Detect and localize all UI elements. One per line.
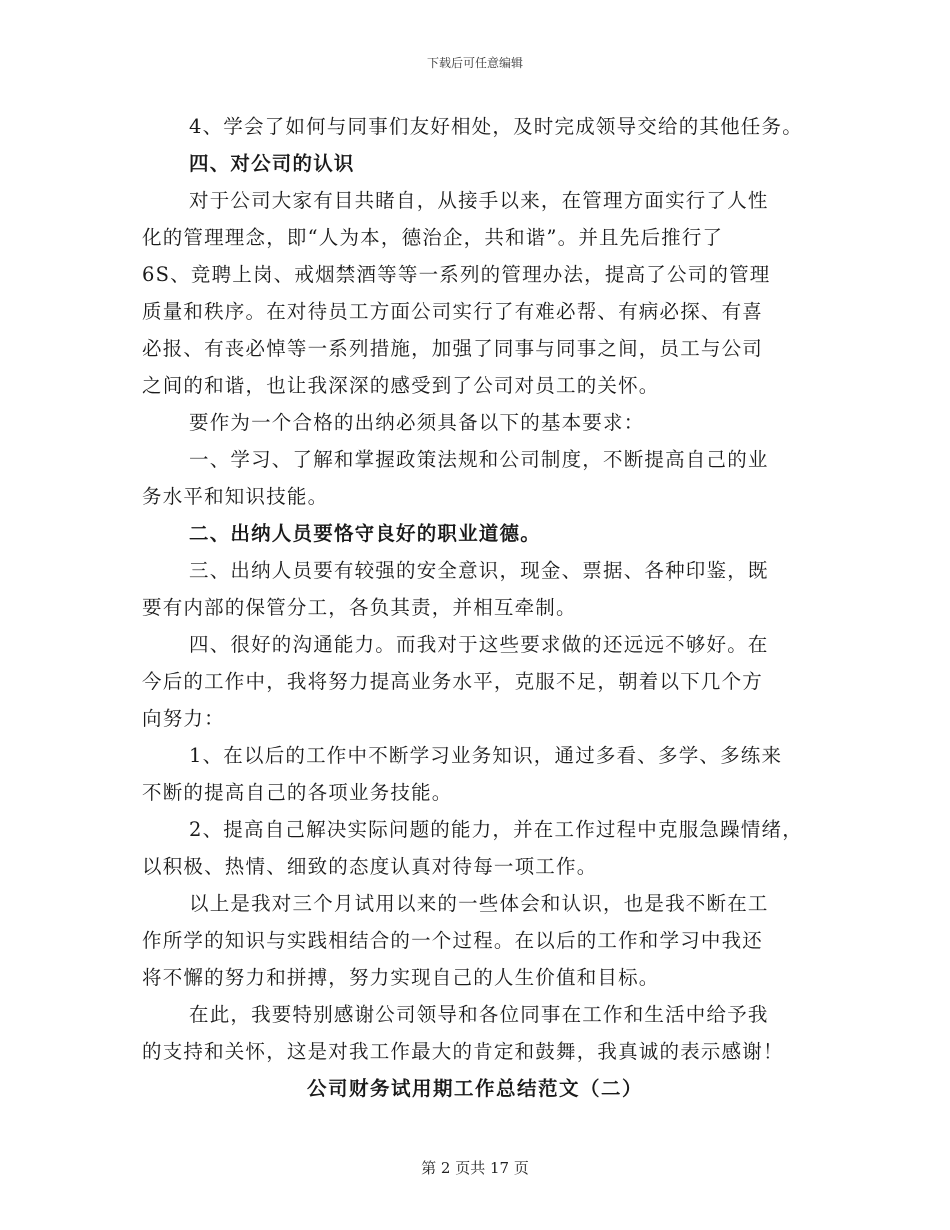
paragraph-line: 一、学习、了解和掌握政策法规和公司制度，不断提高自己的业 bbox=[189, 448, 769, 471]
paragraph-line: 必报、有丧必悼等一系列措施，加强了同事与同事之间，员工与公司 bbox=[142, 337, 764, 360]
paragraph-line: 4、学会了如何与同事们友好相处，及时完成领导交给的其他任务。 bbox=[189, 115, 803, 138]
paragraph-line: 质量和秩序。在对待员工方面公司实行了有难必帮、有病必探、有喜 bbox=[142, 300, 764, 323]
paragraph-line: 以积极、热情、细致的态度认真对待每一项工作。 bbox=[142, 855, 598, 878]
paragraph-line: 今后的工作中，我将努力提高业务水平，克服不足，朝着以下几个方 bbox=[142, 670, 764, 693]
paragraph-line: 作所学的知识与实践相结合的一个过程。在以后的工作和学习中我还 bbox=[142, 929, 764, 952]
paragraph-line: 之间的和谐，也让我深深的感受到了公司对员工的关怀。 bbox=[142, 374, 660, 397]
paragraph-line: 对于公司大家有目共睹自，从接手以来，在管理方面实行了人性 bbox=[189, 189, 769, 212]
paragraph-line: 的支持和关怀，这是对我工作最大的肯定和鼓舞，我真诚的表示感谢！ bbox=[142, 1040, 784, 1063]
section-title: 公司财务试用期工作总结范文（二） bbox=[306, 1077, 643, 1100]
paragraph-line: 将不懈的努力和拼搏，努力实现自己的人生价值和目标。 bbox=[142, 966, 660, 989]
paragraph-line: 四、很好的沟通能力。而我对于这些要求做的还远远不够好。在 bbox=[189, 633, 769, 656]
bold-paragraph-line: 二、出纳人员要恪守良好的职业道德。 bbox=[189, 522, 541, 545]
paragraph-line: 化的管理理念，即“人为本，德治企，共和谐”。并且先后推行了 bbox=[142, 226, 724, 249]
paragraph-line: 要作为一个合格的出纳必须具备以下的基本要求： bbox=[189, 411, 645, 434]
paragraph-line: 向努力： bbox=[142, 707, 225, 730]
paragraph-line: 1、在以后的工作中不断学习业务知识，通过多看、多学、多练来 bbox=[189, 744, 783, 767]
paragraph-line: 2、提高自己解决实际问题的能力，并在工作过程中克服急躁情绪， bbox=[189, 818, 803, 841]
paragraph-line: 不断的提高自己的各项业务技能。 bbox=[142, 781, 453, 804]
paragraph-line: 务水平和知识技能。 bbox=[142, 485, 329, 508]
paragraph-line: 以上是我对三个月试用以来的一些体会和认识，也是我不断在工 bbox=[189, 892, 769, 915]
paragraph-line: 在此，我要特别感谢公司领导和各位同事在工作和生活中给予我 bbox=[189, 1003, 769, 1026]
page-header: 下载后可任意编辑 bbox=[426, 56, 523, 70]
paragraph-line: 6S、竞聘上岗、戒烟禁酒等等一系列的管理办法，提高了公司的管理 bbox=[142, 263, 771, 286]
page-footer: 第 2 页共 17 页 bbox=[421, 1159, 529, 1177]
paragraph-line: 三、出纳人员要有较强的安全意识，现金、票据、各种印鉴，既 bbox=[189, 559, 769, 582]
section-heading: 四、对公司的认识 bbox=[189, 152, 355, 175]
paragraph-line: 要有内部的保管分工，各负其责，并相互牵制。 bbox=[142, 596, 577, 619]
